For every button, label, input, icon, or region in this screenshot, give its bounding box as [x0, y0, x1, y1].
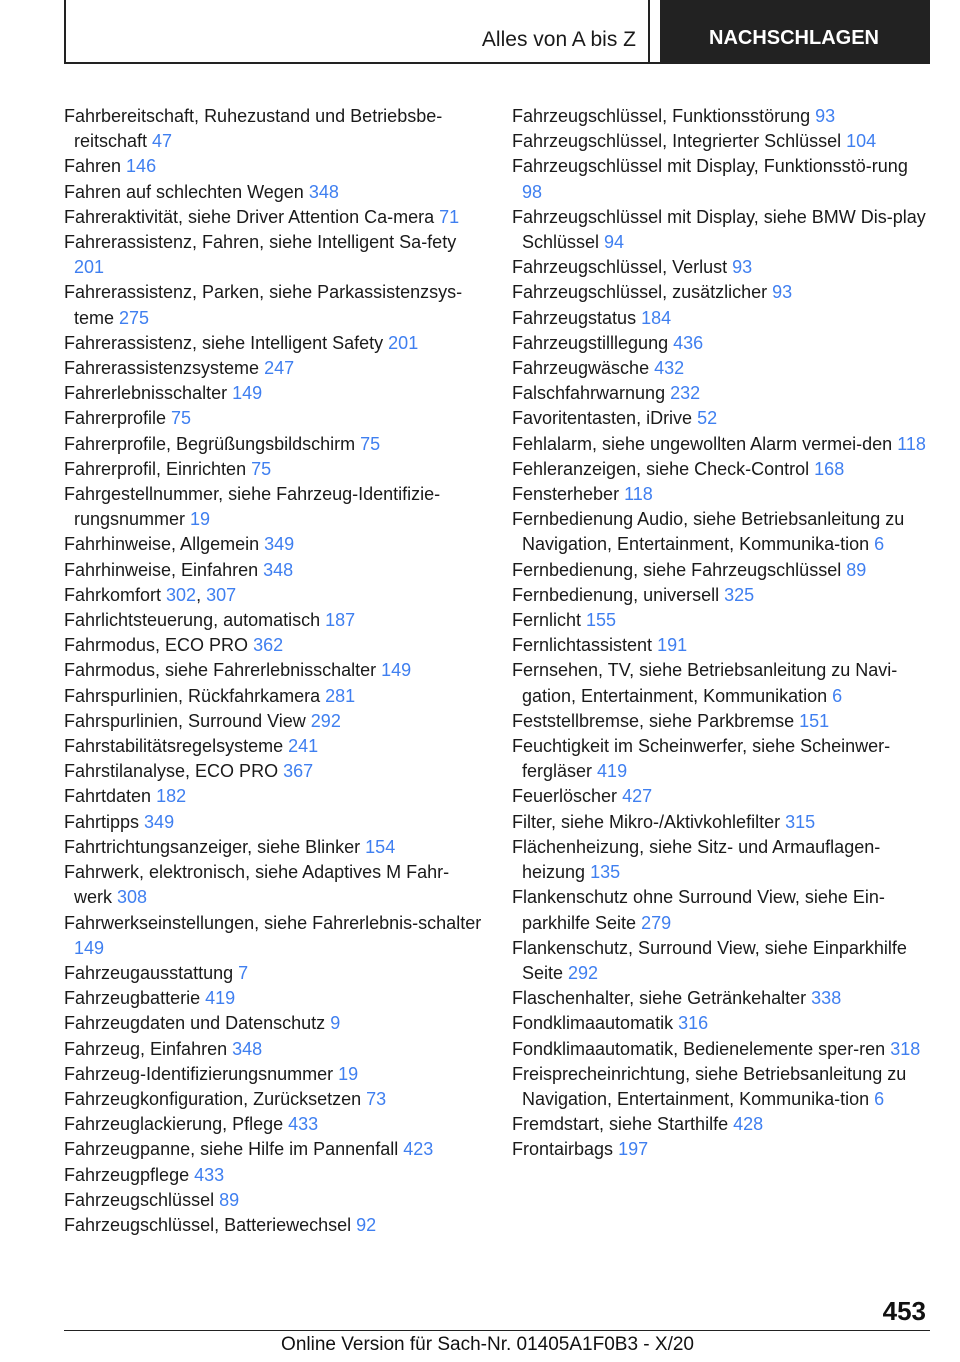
- page-reference-link[interactable]: 146: [126, 156, 157, 177]
- page-reference-link[interactable]: 135: [590, 862, 621, 883]
- page-reference-link[interactable]: 279: [641, 912, 672, 933]
- index-term: Fernbedienung, universell: [512, 584, 725, 605]
- page-reference-link[interactable]: 247: [264, 358, 295, 379]
- index-entry: [64, 356, 484, 381]
- index-term: Flaschenhalter, siehe Getränkehalter: [512, 988, 812, 1009]
- index-entry: [64, 1062, 484, 1087]
- index-term: Feststellbremse, siehe Parkbremse: [512, 710, 800, 731]
- index-term: Fahrhinweise, Einfahren: [64, 559, 264, 580]
- index-entry: [512, 205, 932, 255]
- index-term: Fahrerprofil, Einrichten: [64, 458, 252, 479]
- index-term: Fahrmodus, ECO PRO: [64, 635, 254, 656]
- index-entry: [64, 457, 484, 482]
- index-entry: [64, 784, 484, 809]
- index-term: Fahrerlebnisschalter: [64, 383, 233, 404]
- index-term: Freisprecheinrichtung, siehe Betriebsanleitung zu Navigation, Entertainment, Kommunika-tion: [512, 1063, 907, 1109]
- page-reference-link[interactable]: 6: [832, 685, 843, 706]
- index-term: Fahrlichtsteuerung, automatisch: [64, 610, 326, 631]
- index-entry: [512, 709, 932, 734]
- index-entry: [64, 331, 484, 356]
- index-entry: [512, 482, 932, 507]
- index-term: Fahrerprofile: [64, 408, 172, 429]
- index-term: Fehleranzeigen, siehe Check-Control: [512, 458, 815, 479]
- index-term: Fernsehen, TV, siehe Betriebsanleitung zu Navi-gation, Entertainment, Kommunikation: [512, 660, 898, 706]
- page-reference-link[interactable]: 118: [624, 484, 653, 505]
- index-term: Fahrhinweise, Allgemein: [64, 534, 265, 555]
- index-term: Fahrzeugwäsche: [512, 358, 655, 379]
- index-entry: [512, 129, 932, 154]
- index-term: Fahrzeugkonfiguration, Zurücksetzen: [64, 1088, 367, 1109]
- index-term: Fahrstilanalyse, ECO PRO: [64, 761, 284, 782]
- index-term: Fahrbereitschaft, Ruhezustand und Betriebsbe-reitschaft: [64, 106, 443, 152]
- index-entry: [64, 180, 484, 205]
- index-term: Fensterheber: [512, 484, 625, 505]
- index-term: Frontairbags: [512, 1139, 619, 1160]
- index-entry: [512, 432, 932, 457]
- index-entry: [512, 306, 932, 331]
- page-reference-link[interactable]: 75: [171, 408, 192, 429]
- index-entry: [512, 885, 932, 935]
- index-term: Fahrmodus, siehe Fahrerlebnisschalter: [64, 660, 382, 681]
- index-term: Fahrerassistenz, Parken, siehe Parkassistenzsys-teme: [64, 282, 463, 328]
- page-reference-link[interactable]: 98: [522, 181, 543, 202]
- index-term: Fahrgestellnummer, siehe Fahrzeug-Identifizie-rungsnummer: [64, 484, 441, 530]
- index-entry: [64, 835, 484, 860]
- page-reference-link[interactable]: 348: [263, 559, 294, 580]
- page-reference-link[interactable]: 232: [670, 383, 701, 404]
- index-entry: [64, 532, 484, 557]
- index-entry: [64, 1213, 484, 1238]
- index-entry: [64, 1112, 484, 1137]
- index-entry: [64, 608, 484, 633]
- index-term: Fernlichtassistent: [512, 635, 658, 656]
- index-term: Fahrerassistenz, siehe Intelligent Safety: [64, 332, 389, 353]
- index-entry: [512, 583, 932, 608]
- page-reference-link[interactable]: 308: [117, 887, 148, 908]
- index-term: Fahren: [64, 156, 127, 177]
- page-reference-link[interactable]: 93: [815, 106, 836, 126]
- page-reference-link[interactable]: 149: [381, 660, 412, 681]
- page-reference-link[interactable]: 428: [733, 1114, 764, 1135]
- index-term: Fahrwerk, elektronisch, siehe Adaptives M Fahr-werk: [64, 862, 450, 908]
- index-entry: [512, 810, 932, 835]
- page-reference-link[interactable]: 241: [288, 736, 319, 757]
- index-entry: [64, 280, 484, 330]
- index-term: Fahrzeug-Identifizierungsnummer: [64, 1063, 339, 1084]
- index-entry: [512, 356, 932, 381]
- page-reference-link[interactable]: 191: [657, 635, 688, 656]
- page-reference-link[interactable]: 94: [604, 232, 625, 253]
- page-reference-link[interactable]: 419: [205, 988, 236, 1009]
- page-reference-link[interactable]: 307: [206, 584, 237, 605]
- page-reference-link[interactable]: 302: [166, 584, 197, 605]
- index-term: Filter, siehe Mikro-/Aktivkohlefilter: [512, 811, 786, 832]
- page-reference-link[interactable]: 201: [74, 257, 105, 278]
- index-term: Feuchtigkeit im Scheinwerfer, siehe Scheinwer-fergläser: [512, 736, 891, 782]
- chapter-tab-label: NACHSCHLAGEN: [709, 26, 879, 49]
- index-term: Fahrzeugschlüssel, zusätzlicher: [512, 282, 773, 303]
- index-term: Fahrerassistenz, Fahren, siehe Intelligent Sa-fety: [64, 232, 457, 253]
- index-term: Feuerlöscher: [512, 786, 623, 807]
- index-entry: [64, 961, 484, 986]
- page-reference-link[interactable]: 338: [811, 988, 842, 1009]
- page-reference-link[interactable]: 433: [194, 1164, 225, 1185]
- page-reference-link[interactable]: 154: [365, 836, 396, 857]
- page-reference-link[interactable]: 187: [325, 610, 356, 631]
- index-term: Fahrzeugschlüssel: [64, 1189, 220, 1210]
- index-entry: [512, 558, 932, 583]
- page-reference-link[interactable]: 348: [232, 1038, 263, 1059]
- index-entry: [512, 381, 932, 406]
- index-entry: [512, 1062, 932, 1112]
- page-reference-link[interactable]: 155: [586, 610, 617, 631]
- index-entry: [64, 381, 484, 406]
- index-entry: [512, 1112, 932, 1137]
- index-term: Fahrzeugschlüssel, Funktionsstörung: [512, 106, 816, 126]
- index-entry: [512, 1137, 932, 1162]
- page-reference-link[interactable]: 423: [403, 1139, 434, 1160]
- index-term: Flankenschutz, Surround View, siehe Einparkhilfe Seite: [512, 937, 907, 983]
- page-reference-link[interactable]: 92: [356, 1214, 377, 1235]
- index-entry: [512, 1011, 932, 1036]
- index-term: Fondklimaautomatik: [512, 1013, 679, 1034]
- page-reference-link[interactable]: 436: [673, 332, 704, 353]
- index-term: Fondklimaautomatik, Bedienelemente sper-ren: [512, 1038, 891, 1059]
- index-term: Fahrkomfort: [64, 584, 167, 605]
- index-entry: [64, 810, 484, 835]
- page-reference-link[interactable]: 184: [641, 307, 672, 328]
- index-entry: [512, 457, 932, 482]
- index-entry: [512, 835, 932, 885]
- page-reference-link[interactable]: 6: [874, 534, 885, 555]
- index-entry: [64, 230, 484, 280]
- index-entry: [512, 633, 932, 658]
- index-entry: [64, 1037, 484, 1062]
- index-entry: [64, 406, 484, 431]
- index-entry: [64, 104, 484, 154]
- index-term: Fremdstart, siehe Starthilfe: [512, 1114, 734, 1135]
- index-entry: [64, 709, 484, 734]
- index-column-right: [512, 104, 932, 1163]
- index-entry: [512, 280, 932, 305]
- index-term: Fahrzeugschlüssel mit Display, Funktionsstö-rung: [512, 156, 908, 177]
- index-term: Fahrtdaten: [64, 786, 157, 807]
- page-reference-link[interactable]: 348: [308, 181, 339, 202]
- index-term: Falschfahrwarnung: [512, 383, 671, 404]
- online-version-text: Online Version für Sach-Nr. 01405A1F0B3 - X/20: [281, 1334, 694, 1355]
- index-entry: [512, 986, 932, 1011]
- index-term: Fahrzeugstatus: [512, 307, 642, 328]
- index-term: Fahrzeugstilllegung: [512, 332, 674, 353]
- index-entry: [64, 205, 484, 230]
- index-term: Fahrzeugpflege: [64, 1164, 195, 1185]
- page-reference-link[interactable]: 281: [325, 685, 356, 706]
- index-entry: [512, 406, 932, 431]
- index-term: Fahrzeugschlüssel mit Display, siehe BMW Dis-play Schlüssel: [512, 206, 926, 253]
- index-entry: [512, 154, 932, 204]
- index-entry: [512, 1037, 932, 1062]
- page-reference-link[interactable]: 182: [156, 786, 187, 807]
- page-reference-link[interactable]: 292: [310, 710, 341, 731]
- page-reference-link[interactable]: 149: [74, 937, 105, 958]
- page-reference-link[interactable]: 93: [772, 282, 793, 303]
- page-reference-link[interactable]: 104: [846, 131, 877, 152]
- index-entry: [512, 104, 932, 129]
- page-reference-link[interactable]: 6: [874, 1088, 885, 1109]
- page-reference-link[interactable]: 7: [238, 962, 249, 983]
- index-entry: [64, 1011, 484, 1036]
- index-entry: [64, 1087, 484, 1112]
- page-reference-link[interactable]: 75: [360, 433, 381, 454]
- index-entry: [512, 255, 932, 280]
- page-reference-link[interactable]: 427: [622, 786, 653, 807]
- index-term: Fahrzeugbatterie: [64, 988, 206, 1009]
- index-entry: [512, 608, 932, 633]
- index-term: Fahrzeugdaten und Datenschutz: [64, 1013, 331, 1034]
- page-reference-link[interactable]: 47: [152, 131, 173, 152]
- index-entry: [64, 432, 484, 457]
- section-title: Alles von A bis Z: [481, 28, 636, 51]
- page-reference-link[interactable]: 52: [697, 408, 718, 429]
- page-reference-link[interactable]: 367: [283, 761, 314, 782]
- footer-rule: [64, 1330, 930, 1331]
- page-reference-link[interactable]: 349: [264, 534, 295, 555]
- page-reference-link[interactable]: 89: [219, 1189, 240, 1210]
- page-reference-link[interactable]: 149: [232, 383, 263, 404]
- page-reference-link[interactable]: 433: [288, 1114, 319, 1135]
- page-reference-link[interactable]: 275: [119, 307, 150, 328]
- index-term: Fahrzeug, Einfahren: [64, 1038, 233, 1059]
- index-entry: [64, 734, 484, 759]
- index-term: Fernlicht: [512, 610, 587, 631]
- page-reference-link[interactable]: 197: [618, 1139, 649, 1160]
- page-reference-link[interactable]: 71: [439, 206, 460, 227]
- index-entry: Fahrkomfort 302, 307: [64, 584, 237, 605]
- index-term: Fahrtrichtungsanzeiger, siehe Blinker: [64, 836, 366, 857]
- page-reference-link[interactable]: 362: [253, 635, 284, 656]
- page-reference-link[interactable]: 19: [190, 509, 211, 530]
- page-reference-link[interactable]: 315: [785, 811, 816, 832]
- chapter-tab: [660, 0, 928, 64]
- index-entry: [64, 986, 484, 1011]
- index-term: Fahrzeugschlüssel, Batteriewechsel: [64, 1214, 357, 1235]
- page-reference-link[interactable]: 201: [388, 332, 419, 353]
- index-term: Fahrzeugpanne, siehe Hilfe im Pannenfall: [64, 1139, 404, 1160]
- index-term: Fahrzeugausstattung: [64, 962, 239, 983]
- header-divider: [648, 0, 650, 64]
- index-term: Fernbedienung Audio, siehe Betriebsanleitung zu Navigation, Entertainment, Kommunika-tion: [512, 509, 905, 555]
- index-term: Fahren auf schlechten Wegen: [64, 181, 309, 202]
- index-entry: [64, 558, 484, 583]
- page-reference-link[interactable]: 19: [338, 1063, 359, 1084]
- index-entry: [512, 507, 932, 557]
- index-entry: [512, 658, 932, 708]
- index-term: Fehlalarm, siehe ungewollten Alarm vermei-den: [512, 433, 898, 454]
- index-term: Fahrtipps: [64, 811, 145, 832]
- index-entry: [64, 860, 484, 910]
- index-entry: [512, 784, 932, 809]
- page-reference-link[interactable]: 318: [890, 1038, 921, 1059]
- index-term: Fahrzeugschlüssel, Integrierter Schlüssel: [512, 131, 847, 152]
- index-entry: [64, 1137, 484, 1162]
- page-reference-link[interactable]: 419: [597, 761, 628, 782]
- index-term: Fahrwerkseinstellungen, siehe Fahrerlebnis-schalter: [64, 912, 482, 933]
- index-entry: [64, 658, 484, 683]
- page-reference-link[interactable]: 349: [144, 811, 175, 832]
- page-reference-link[interactable]: 93: [732, 257, 753, 278]
- page-reference-link[interactable]: 168: [814, 458, 845, 479]
- index-term: Fahrspurlinien, Surround View: [64, 710, 311, 731]
- index-term: Favoritentasten, iDrive: [512, 408, 698, 429]
- index-term: Fahreraktivität, siehe Driver Attention Ca-mera: [64, 206, 440, 227]
- index-term: Fahrzeuglackierung, Pflege: [64, 1114, 289, 1135]
- index-entry: [512, 734, 932, 784]
- index-column-left: [64, 104, 484, 1238]
- page-reference-link[interactable]: 118: [897, 433, 926, 454]
- index-entry: [64, 482, 484, 532]
- index-term: Flankenschutz ohne Surround View, siehe Ein-parkhilfe Seite: [512, 887, 885, 933]
- index-entry: [64, 759, 484, 784]
- index-term: Fahrstabilitätsregelsysteme: [64, 736, 289, 757]
- page-reference-link[interactable]: 75: [251, 458, 272, 479]
- index-term: Fernbedienung, siehe Fahrzeugschlüssel: [512, 559, 847, 580]
- index-entry: [64, 684, 484, 709]
- page-reference-link[interactable]: 9: [330, 1013, 341, 1034]
- page-reference-link[interactable]: 432: [654, 358, 685, 379]
- index-term: Fahrerassistenzsysteme: [64, 358, 265, 379]
- index-entry: [512, 936, 932, 986]
- index-term: Fahrzeugschlüssel, Verlust: [512, 257, 733, 278]
- index-entry: [64, 154, 484, 179]
- index-entry: [64, 633, 484, 658]
- index-entry: [512, 331, 932, 356]
- page-reference-link[interactable]: 89: [846, 559, 867, 580]
- index-term: Fahrerprofile, Begrüßungsbildschirm: [64, 433, 361, 454]
- page-reference-link[interactable]: 151: [799, 710, 830, 731]
- page-reference-link[interactable]: 292: [568, 962, 599, 983]
- page-reference-link[interactable]: 325: [724, 584, 755, 605]
- index-entry: [64, 1163, 484, 1188]
- page-reference-link[interactable]: 73: [366, 1088, 387, 1109]
- index-term: Fahrspurlinien, Rückfahrkamera: [64, 685, 326, 706]
- page-number: 453: [882, 1296, 926, 1326]
- index-entry: [64, 911, 484, 961]
- index-entry: [64, 1188, 484, 1213]
- page-reference-link[interactable]: 316: [678, 1013, 709, 1034]
- index-term: Flächenheizung, siehe Sitz- und Armauflagen-heizung: [512, 836, 881, 883]
